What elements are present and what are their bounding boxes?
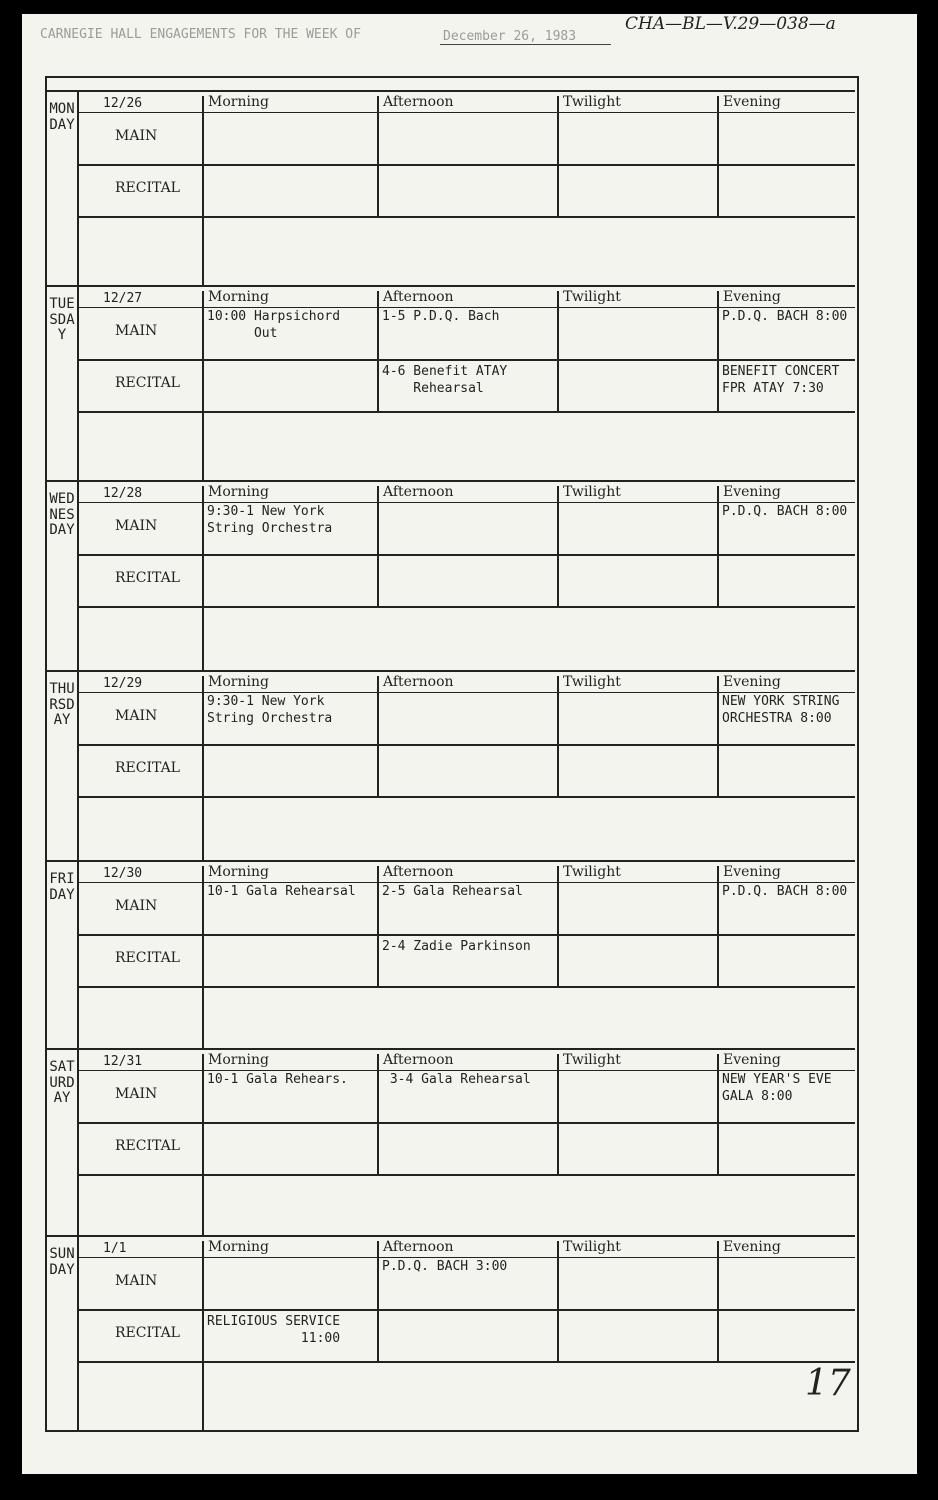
cell-main-evening: P.D.Q. BACH 8:00 [722,309,848,324]
cell-main-morning: 9:30-1 New York String Orchestra [207,694,333,726]
day-name: SATURDAY [49,1059,75,1107]
divider [77,1050,79,1237]
divider [77,112,855,113]
day-name: MONDAY [49,101,75,133]
divider [557,96,559,218]
divider [77,92,79,287]
day-name: WEDNESDAY [49,491,75,539]
column-header-evening: Evening [723,864,781,880]
row-label-main: MAIN [115,518,158,534]
cell-main-afternoon: 3-4 Gala Rehearsal [382,1072,531,1087]
divider [202,1054,204,1237]
divider [77,606,855,608]
row-label-recital: RECITAL [115,180,180,196]
divider [717,1054,719,1176]
column-header-evening: Evening [723,289,781,305]
divider [717,866,719,988]
column-header-evening: Evening [723,94,781,110]
divider [377,96,379,218]
day-name: THURSDAY [49,681,75,729]
divider [377,676,379,798]
row-label-main: MAIN [115,323,158,339]
cell-main-evening: P.D.Q. BACH 8:00 [722,884,848,899]
divider [717,676,719,798]
divider [557,291,559,413]
cell-main-afternoon: P.D.Q. BACH 3:00 [382,1259,508,1274]
column-header-afternoon: Afternoon [383,484,454,500]
row-label-main: MAIN [115,708,158,724]
divider [717,96,719,218]
column-header-afternoon: Afternoon [383,94,454,110]
document-title: CARNEGIE HALL ENGAGEMENTS FOR THE WEEK OF [40,27,361,42]
divider [77,744,855,746]
divider [77,482,79,672]
week-date: December 26, 1983 [440,29,611,45]
day-block-sunday [47,1235,855,1430]
row-label-recital: RECITAL [115,760,180,776]
row-label-main: MAIN [115,128,158,144]
column-header-evening: Evening [723,484,781,500]
archive-id: CHA—BL—V.29—038—a [625,14,836,34]
column-header-morning: Morning [208,484,269,500]
row-label-recital: RECITAL [115,570,180,586]
day-date: 1/1 [103,1241,127,1256]
day-date: 12/29 [103,676,143,691]
divider [77,1237,79,1430]
divider [202,1241,204,1430]
day-block-thursday [47,670,855,862]
day-block-saturday [47,1048,855,1237]
divider [717,486,719,608]
day-block-monday [47,90,855,287]
column-header-twilight: Twilight [563,289,621,305]
column-header-afternoon: Afternoon [383,864,454,880]
row-label-recital: RECITAL [115,1325,180,1341]
divider [202,96,204,287]
divider [77,216,855,218]
row-label-main: MAIN [115,898,158,914]
column-header-afternoon: Afternoon [383,1239,454,1255]
divider [77,411,855,413]
cell-main-morning: 10-1 Gala Rehearsal [207,884,356,899]
divider [77,1361,855,1363]
cell-main-evening: P.D.Q. BACH 8:00 [722,504,848,519]
divider [557,486,559,608]
divider [717,1241,719,1363]
column-header-evening: Evening [723,1239,781,1255]
divider [377,486,379,608]
divider [77,672,79,862]
divider [77,287,79,482]
column-header-afternoon: Afternoon [383,674,454,690]
column-header-twilight: Twilight [563,484,621,500]
divider [717,291,719,413]
cell-main-morning: 9:30-1 New York String Orchestra [207,504,333,536]
row-label-recital: RECITAL [115,1138,180,1154]
column-header-afternoon: Afternoon [383,289,454,305]
day-date: 12/26 [103,96,143,111]
column-header-evening: Evening [723,1052,781,1068]
divider [202,291,204,482]
cell-main-afternoon: 2-5 Gala Rehearsal [382,884,523,899]
day-date: 12/28 [103,486,143,501]
divider [77,554,855,556]
cell-recital-afternoon: 2-4 Zadie Parkinson [382,939,531,954]
divider [202,486,204,672]
divider [77,986,855,988]
column-header-morning: Morning [208,1239,269,1255]
row-label-main: MAIN [115,1273,158,1289]
row-label-recital: RECITAL [115,950,180,966]
column-header-morning: Morning [208,94,269,110]
divider [557,866,559,988]
divider [202,676,204,862]
row-label-main: MAIN [115,1086,158,1102]
day-date: 12/31 [103,1054,143,1069]
column-header-twilight: Twilight [563,864,621,880]
divider [77,934,855,936]
cell-main-evening: NEW YORK STRING ORCHESTRA 8:00 [722,694,840,726]
divider [377,1241,379,1363]
column-header-twilight: Twilight [563,94,621,110]
column-header-twilight: Twilight [563,1052,621,1068]
day-block-tuesday [47,285,855,482]
column-header-twilight: Twilight [563,674,621,690]
cell-main-evening: NEW YEAR'S EVE GALA 8:00 [722,1072,832,1104]
cell-main-morning: 10:00 Harpsichord Out [207,309,341,341]
row-label-recital: RECITAL [115,375,180,391]
day-name: SUNDAY [49,1246,75,1278]
divider [557,676,559,798]
divider [77,1309,855,1311]
column-header-morning: Morning [208,674,269,690]
divider [377,866,379,988]
column-header-morning: Morning [208,864,269,880]
day-name: TUESDAY [49,296,75,344]
day-name: FRIDAY [49,871,75,903]
cell-recital-afternoon: 4-6 Benefit ATAY Rehearsal [382,364,508,396]
divider [77,359,855,361]
column-header-evening: Evening [723,674,781,690]
cell-main-morning: 10-1 Gala Rehears. [207,1072,348,1087]
day-date: 12/30 [103,866,143,881]
column-header-twilight: Twilight [563,1239,621,1255]
divider [377,291,379,413]
divider [202,866,204,1050]
divider [377,1054,379,1176]
divider [77,862,79,1050]
column-header-afternoon: Afternoon [383,1052,454,1068]
column-header-morning: Morning [208,1052,269,1068]
divider [77,164,855,166]
divider [557,1241,559,1363]
divider [77,1122,855,1124]
divider [77,1174,855,1176]
cell-recital-evening: BENEFIT CONCERT FPR ATAY 7:30 [722,364,840,396]
day-block-wednesday [47,480,855,672]
day-date: 12/27 [103,291,143,306]
cell-main-afternoon: 1-5 P.D.Q. Bach [382,309,500,324]
divider [77,796,855,798]
column-header-morning: Morning [208,289,269,305]
page-number: 17 [805,1363,851,1404]
divider [557,1054,559,1176]
cell-recital-morning: RELIGIOUS SERVICE 11:00 [207,1314,341,1346]
day-block-friday [47,860,855,1050]
